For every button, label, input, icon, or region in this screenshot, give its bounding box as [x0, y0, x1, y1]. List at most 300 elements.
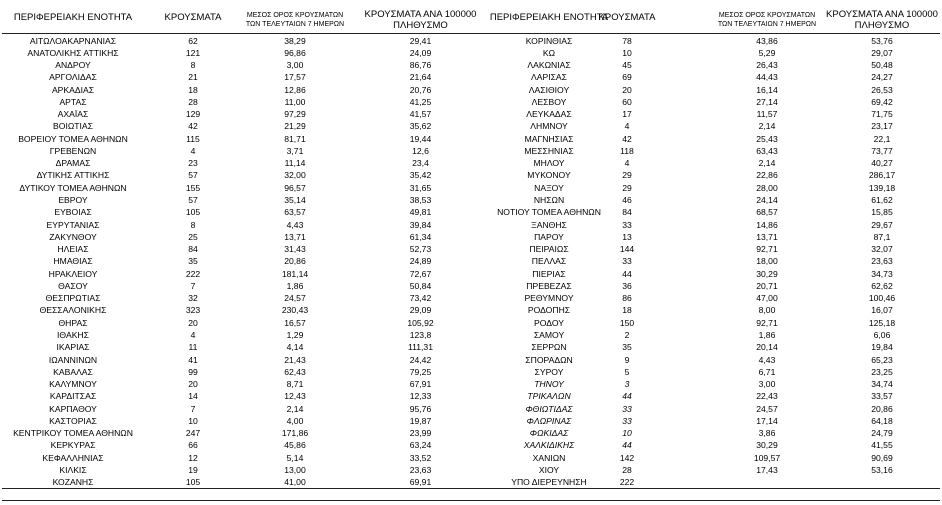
- left-region-cell: ΗΡΑΚΛΕΙΟΥ: [48, 268, 98, 279]
- table-row: [0, 145, 942, 158]
- left-region-cell: ΚΕΦΑΛΛΗΝΙΑΣ: [42, 452, 104, 463]
- left-avg7-cell: 41,00: [284, 477, 306, 488]
- left-region-cell: ΔΥΤΙΚΟΥ ΤΟΜΕΑ ΑΘΗΝΩΝ: [19, 182, 127, 193]
- left-avg7-cell: 181,14: [281, 268, 309, 279]
- left-avg7-cell: 96,86: [284, 47, 306, 58]
- left-region-cell: ΔΥΤΙΚΗΣ ΑΤΤΙΚΗΣ: [36, 170, 110, 181]
- right-avg7-cell: 44,43: [756, 72, 778, 83]
- left-cases-cell: 4: [190, 329, 196, 340]
- right-avg7-cell: 63,43: [756, 145, 778, 156]
- left-region-cell: ΚΕΝΤΡΙΚΟΥ ΤΟΜΕΑ ΑΘΗΝΩΝ: [13, 428, 133, 439]
- table-row: [0, 476, 942, 489]
- left-cases-cell: 247: [185, 428, 201, 439]
- right-per100k-cell: 22,1: [873, 133, 891, 144]
- left-avg7-cell: 17,57: [284, 72, 306, 83]
- left-region-cell: ΚΙΛΚΙΣ: [59, 464, 87, 475]
- right-cases-cell: 5: [624, 366, 630, 377]
- left-per100k-cell: 52,73: [409, 244, 432, 255]
- left-cases-cell: 28: [188, 96, 198, 107]
- left-cases-cell: 32: [188, 293, 198, 304]
- right-cases-cell: 84: [622, 207, 632, 218]
- left-per100k-cell: 73,42: [409, 293, 432, 304]
- left-per100k-cell: 31,65: [409, 182, 432, 193]
- table-row: [0, 59, 942, 72]
- left-avg7-cell: 21,29: [284, 121, 306, 132]
- left-cases-cell: 14: [188, 391, 198, 402]
- header-cases-left: ΚΡΟΥΣΜΑΤΑ: [164, 12, 222, 23]
- right-region-cell: ΠΑΡΟΥ: [534, 231, 564, 242]
- left-region-cell: ΚΑΒΑΛΑΣ: [53, 366, 93, 377]
- left-cases-cell: 57: [188, 170, 198, 181]
- left-cases-cell: 18: [188, 84, 198, 95]
- right-avg7-cell: 14,86: [756, 219, 778, 230]
- left-avg7-cell: 1,29: [286, 329, 304, 340]
- left-per100k-cell: 12,33: [409, 391, 432, 402]
- left-region-cell: ΚΑΡΠΑΘΟΥ: [49, 403, 97, 414]
- right-per100k-cell: 90,69: [871, 452, 893, 463]
- right-cases-cell: 10: [622, 428, 632, 439]
- right-per100k-cell: 53,76: [871, 35, 893, 46]
- right-region-cell: ΜΕΣΣΗΝΙΑΣ: [524, 145, 574, 156]
- left-per100k-cell: 41,57: [409, 109, 432, 120]
- right-region-cell: ΛΑΣΙΘΙΟΥ: [528, 84, 570, 95]
- right-per100k-cell: 50,48: [871, 60, 893, 71]
- right-region-cell: ΣΑΜΟΥ: [533, 329, 565, 340]
- table-row: [0, 35, 942, 48]
- right-avg7-cell: 18,00: [756, 256, 778, 267]
- right-avg7-cell: 20,71: [756, 280, 778, 291]
- right-region-cell: ΛΕΥΚΑΔΑΣ: [526, 109, 572, 120]
- right-cases-cell: 144: [619, 244, 635, 255]
- left-cases-cell: 41: [188, 354, 198, 365]
- right-per100k-cell: 41,55: [871, 440, 893, 451]
- left-region-cell: ΗΛΕΙΑΣ: [57, 244, 89, 255]
- left-cases-cell: 19: [188, 464, 198, 475]
- right-cases-cell: 35: [622, 342, 632, 353]
- left-region-cell: ΗΜΑΘΙΑΣ: [53, 256, 93, 267]
- right-avg7-cell: 6,71: [758, 366, 776, 377]
- table-row: [0, 47, 942, 60]
- left-region-cell: ΚΑΣΤΟΡΙΑΣ: [49, 415, 97, 426]
- right-region-cell: ΦΩΚΙΔΑΣ: [529, 428, 569, 439]
- left-cases-cell: 115: [186, 133, 200, 144]
- right-cases-cell: 78: [622, 35, 632, 46]
- left-per100k-cell: 24,42: [409, 354, 432, 365]
- left-region-cell: ΒΟΡΕΙΟΥ ΤΟΜΕΑ ΑΘΗΝΩΝ: [18, 133, 128, 144]
- header-avg-line1: ΜΕΣΟΣ ΟΡΟΣ ΚΡΟΥΣΜΑΤΩΝ: [246, 12, 344, 19]
- left-avg7-cell: 4,14: [286, 342, 304, 353]
- left-per100k-cell: 69,91: [409, 477, 432, 488]
- header-per100k-line1: ΚΡΟΥΣΜΑΤΑ ΑΝΑ 100000: [826, 9, 938, 20]
- right-cases-cell: 18: [622, 305, 632, 316]
- right-per100k-cell: 26,53: [871, 84, 893, 95]
- right-region-cell: ΡΟΔΟΥ: [534, 317, 564, 328]
- table-row: [0, 390, 942, 403]
- left-cases-cell: 7: [190, 280, 196, 291]
- right-region-cell: ΠΙΕΡΙΑΣ: [532, 268, 566, 279]
- left-region-cell: ΖΑΚΥΝΘΟΥ: [49, 231, 97, 242]
- left-avg7-cell: 4,43: [286, 219, 304, 230]
- left-per100k-cell: 24,89: [409, 256, 432, 267]
- right-cases-cell: 33: [622, 415, 632, 426]
- left-cases-cell: 12: [188, 452, 198, 463]
- header-cases-right: ΚΡΟΥΣΜΑΤΑ: [598, 12, 656, 23]
- left-region-cell: ΘΕΣΣΑΛΟΝΙΚΗΣ: [39, 305, 107, 316]
- right-cases-cell: 45: [622, 60, 632, 71]
- left-cases-cell: 8: [190, 219, 196, 230]
- right-avg7-cell: 11,57: [756, 109, 778, 120]
- left-avg7-cell: 13,00: [284, 464, 306, 475]
- left-cases-cell: 129: [185, 109, 201, 120]
- table-row: [0, 243, 942, 256]
- table-row: [0, 255, 942, 268]
- table-row: [0, 108, 942, 121]
- right-cases-cell: 44: [622, 268, 632, 279]
- left-cases-cell: 84: [188, 244, 198, 255]
- right-avg7-cell: 30,29: [756, 440, 778, 451]
- right-per100k-cell: 24,27: [871, 72, 893, 83]
- table-row: [0, 329, 942, 342]
- left-per100k-cell: 23,63: [409, 464, 432, 475]
- right-region-cell: ΛΕΣΒΟΥ: [531, 96, 567, 107]
- left-per100k-cell: 67,91: [409, 379, 432, 390]
- left-region-cell: ΑΡΓΟΛΙΔΑΣ: [49, 72, 97, 83]
- left-region-cell: ΙΚΑΡΙΑΣ: [56, 342, 90, 353]
- left-avg7-cell: 12,43: [284, 391, 306, 402]
- left-cases-cell: 35: [188, 256, 198, 267]
- right-avg7-cell: 17,14: [756, 415, 778, 426]
- table-row: [0, 415, 942, 428]
- left-region-cell: ΚΑΛΥΜΝΟΥ: [49, 379, 97, 390]
- right-avg7-cell: 27,14: [756, 96, 778, 107]
- right-per100k-cell: 23,63: [871, 256, 893, 267]
- left-avg7-cell: 4,00: [286, 415, 304, 426]
- right-cases-cell: 17: [622, 109, 632, 120]
- left-per100k-cell: 61,34: [409, 231, 432, 242]
- right-region-cell: ΧΑΛΚΙΔΙΚΗΣ: [523, 440, 575, 451]
- left-cases-cell: 62: [188, 35, 198, 46]
- header-avg-left: [240, 12, 350, 29]
- table-row: [0, 464, 942, 477]
- left-avg7-cell: 24,57: [284, 293, 306, 304]
- table-row: [0, 268, 942, 281]
- right-cases-cell: 33: [622, 219, 632, 230]
- left-per100k-cell: 23,99: [409, 428, 432, 439]
- right-region-cell: ΡΕΘΥΜΝΟΥ: [524, 293, 574, 304]
- left-per100k-cell: 19,44: [409, 133, 432, 144]
- right-avg7-cell: 5,29: [758, 47, 776, 58]
- right-cases-cell: 36: [622, 280, 632, 291]
- right-avg7-cell: 3,00: [758, 379, 776, 390]
- left-avg7-cell: 8,71: [286, 379, 304, 390]
- right-region-cell: ΣΠΟΡΑΔΩΝ: [525, 354, 573, 365]
- right-region-cell: ΣΕΡΡΩΝ: [531, 342, 567, 353]
- table-row: [0, 133, 942, 146]
- left-cases-cell: 155: [185, 182, 201, 193]
- right-avg7-cell: 4,43: [758, 354, 776, 365]
- right-cases-cell: 3: [624, 379, 630, 390]
- left-region-cell: ΚΟΖΑΝΗΣ: [52, 477, 94, 488]
- left-avg7-cell: 1,86: [286, 280, 304, 291]
- right-per100k-cell: 34,73: [871, 268, 893, 279]
- right-per100k-cell: 15,85: [871, 207, 893, 218]
- right-cases-cell: 46: [622, 195, 632, 205]
- right-avg7-cell: 109,57: [753, 452, 781, 463]
- right-avg7-cell: 68,57: [756, 207, 778, 218]
- right-per100k-cell: 32,07: [871, 244, 893, 255]
- right-per100k-cell: 6,06: [873, 329, 891, 340]
- left-per100k-cell: 39,84: [409, 219, 432, 230]
- table-row: [0, 182, 942, 195]
- right-region-cell: ΠΡΕΒΕΖΑΣ: [526, 280, 572, 291]
- right-avg7-cell: 43,86: [756, 35, 778, 46]
- table-row: [0, 317, 942, 330]
- left-per100k-cell: 19,87: [409, 415, 432, 426]
- right-cases-cell: 142: [619, 452, 635, 463]
- left-per100k-cell: 49,81: [409, 207, 432, 218]
- right-per100k-cell: 24,79: [871, 428, 893, 439]
- right-region-cell: ΝΑΞΟΥ: [534, 182, 564, 193]
- left-region-cell: ΑΝΔΡΟΥ: [55, 60, 91, 71]
- table-row: [0, 304, 942, 317]
- right-per100k-cell: [822, 476, 942, 489]
- header-per100k-line2: ΠΛΗΘΥΣΜΟ: [393, 19, 448, 31]
- right-region-cell: ΜΥΚΟΝΟΥ: [527, 170, 571, 181]
- right-region-cell: ΤΡΙΚΑΛΩΝ: [527, 391, 571, 402]
- left-per100k-cell: 20,76: [409, 84, 432, 95]
- table-row: [0, 84, 942, 97]
- left-per100k-cell: 38,53: [409, 195, 432, 205]
- right-region-cell: ΠΕΛΛΑΣ: [531, 256, 567, 267]
- left-cases-cell: 8: [190, 60, 196, 71]
- right-avg7-cell: 24,14: [756, 195, 778, 205]
- table-row: [0, 354, 942, 367]
- left-cases-cell: 222: [185, 268, 201, 279]
- right-region-cell: ΚΩ: [542, 47, 556, 58]
- table-row: [0, 292, 942, 305]
- table-row: [0, 120, 942, 133]
- right-avg7-cell: [712, 476, 822, 489]
- right-per100k-cell: 139,18: [868, 182, 896, 193]
- left-per100k-cell: 50,84: [409, 280, 432, 291]
- left-cases-cell: 323: [185, 305, 201, 316]
- right-avg7-cell: 28,00: [756, 182, 778, 193]
- left-region-cell: ΕΥΒΟΙΑΣ: [54, 207, 92, 218]
- left-per100k-cell: 24,09: [409, 47, 432, 58]
- right-per100k-cell: 71,75: [871, 109, 893, 120]
- left-cases-cell: 20: [188, 379, 198, 390]
- right-per100k-cell: 65,23: [871, 354, 893, 365]
- left-avg7-cell: 171,86: [281, 428, 309, 439]
- left-cases-cell: 57: [188, 195, 198, 205]
- left-avg7-cell: 96,57: [284, 182, 306, 193]
- right-per100k-cell: 29,67: [871, 219, 893, 230]
- right-cases-cell: 33: [622, 256, 632, 267]
- table-row: [0, 427, 942, 440]
- left-cases-cell: 23: [188, 158, 198, 169]
- left-per100k-cell: 21,64: [409, 72, 432, 83]
- left-per100k-cell: 33,52: [409, 452, 432, 463]
- right-region-cell: ΤΗΝΟΥ: [534, 379, 564, 390]
- left-cases-cell: 42: [188, 121, 198, 132]
- right-per100k-cell: 34,74: [871, 379, 893, 390]
- right-region-cell: ΦΘΙΩΤΙΔΑΣ: [525, 403, 573, 414]
- right-per100k-cell: 62,62: [871, 280, 893, 291]
- left-per100k-cell: 105,92: [407, 317, 434, 328]
- left-cases-cell: 105: [185, 207, 201, 218]
- right-per100k-cell: 87,1: [873, 231, 891, 242]
- table-row: [0, 206, 942, 219]
- right-per100k-cell: 53,16: [871, 464, 893, 475]
- left-avg7-cell: 12,86: [284, 84, 306, 95]
- left-cases-cell: 10: [188, 415, 198, 426]
- right-region-cell: ΚΟΡΙΝΘΙΑΣ: [525, 35, 573, 46]
- right-per100k-cell: 286,17: [868, 170, 896, 181]
- right-cases-cell: 13: [622, 231, 632, 242]
- table-row: [0, 194, 942, 207]
- left-avg7-cell: 45,86: [284, 440, 306, 451]
- right-region-cell: ΠΕΙΡΑΙΩΣ: [529, 244, 569, 255]
- right-avg7-cell: 22,86: [756, 170, 778, 181]
- right-per100k-cell: 29,07: [871, 47, 893, 58]
- table-row: [0, 71, 942, 84]
- left-per100k-cell: 29,09: [409, 305, 432, 316]
- left-per100k-cell: 95,76: [409, 403, 432, 414]
- left-avg7-cell: 21,43: [284, 354, 306, 365]
- right-avg7-cell: 2,14: [758, 158, 776, 169]
- right-cases-cell: 28: [622, 464, 632, 475]
- right-region-cell: ΧΙΟΥ: [538, 464, 560, 475]
- right-cases-cell: 10: [622, 47, 632, 58]
- left-per100k-cell: 111,31: [407, 342, 433, 353]
- left-avg7-cell: 11,00: [284, 96, 306, 107]
- right-per100k-cell: 69,42: [871, 96, 893, 107]
- table-row: [0, 169, 942, 182]
- right-cases-cell: 44: [622, 440, 632, 451]
- left-avg7-cell: 31,43: [284, 244, 306, 255]
- left-cases-cell: 25: [188, 231, 198, 242]
- left-avg7-cell: 230,43: [281, 305, 309, 316]
- header-per100k-line2: ΠΛΗΘΥΣΜΟ: [854, 19, 910, 31]
- right-avg7-cell: 47,00: [756, 293, 778, 304]
- right-cases-cell: 20: [622, 84, 632, 95]
- header-per100k-line1: ΚΡΟΥΣΜΑΤΑ ΑΝΑ 100000: [364, 9, 477, 20]
- right-region-cell: ΝΟΤΙΟΥ ΤΟΜΕΑ ΑΘΗΝΩΝ: [497, 207, 601, 218]
- right-per100k-cell: 40,27: [871, 158, 893, 169]
- right-avg7-cell: 13,71: [756, 231, 778, 242]
- right-per100k-cell: 20,86: [871, 403, 893, 414]
- header-avg-right: [712, 12, 822, 29]
- left-avg7-cell: 38,29: [284, 35, 306, 46]
- right-cases-cell: 69: [622, 72, 632, 83]
- left-cases-cell: 66: [188, 440, 198, 451]
- left-region-cell: ΓΡΕΒΕΝΩΝ: [49, 145, 97, 156]
- right-cases-cell: 150: [619, 317, 635, 328]
- right-avg7-cell: 2,14: [758, 121, 776, 132]
- left-cases-cell: 20: [188, 317, 198, 328]
- left-avg7-cell: 11,14: [284, 158, 306, 169]
- left-cases-cell: 4: [190, 145, 196, 156]
- right-cases-cell: 60: [622, 96, 632, 107]
- right-avg7-cell: 1,86: [758, 329, 776, 340]
- right-cases-cell: 2: [624, 329, 630, 340]
- left-avg7-cell: 13,71: [284, 231, 306, 242]
- left-region-cell: ΚΑΡΔΙΤΣΑΣ: [49, 391, 97, 402]
- right-per100k-cell: 64,18: [871, 415, 893, 426]
- left-avg7-cell: 63,57: [284, 207, 306, 218]
- right-cases-cell: 29: [622, 182, 632, 193]
- left-cases-cell: 121: [185, 47, 201, 58]
- left-region-cell: ΑΧΑΪΑΣ: [57, 109, 89, 120]
- left-per100k-cell: 79,25: [409, 366, 432, 377]
- left-region-cell: ΕΥΡΥΤΑΝΙΑΣ: [46, 219, 100, 230]
- left-region-cell: ΙΘΑΚΗΣ: [57, 329, 89, 340]
- right-per100k-cell: 125,18: [868, 317, 896, 328]
- right-per100k-cell: 61,62: [871, 195, 893, 205]
- header-avg-line2: ΤΩΝ ΤΕΛΕΥΤΑΙΩΝ 7 ΗΜΕΡΩΝ: [717, 20, 817, 28]
- right-avg7-cell: 17,43: [756, 464, 778, 475]
- right-per100k-cell: 16,07: [871, 305, 893, 316]
- right-avg7-cell: 8,00: [758, 305, 776, 316]
- left-cases-cell: 21: [188, 72, 198, 83]
- right-avg7-cell: 16,14: [756, 84, 778, 95]
- header-avg-line2: ΤΩΝ ΤΕΛΕΥΤΑΙΩΝ 7 ΗΜΕΡΩΝ: [245, 20, 345, 28]
- left-per100k-cell: 41,25: [409, 96, 432, 107]
- left-region-cell: ΔΡΑΜΑΣ: [55, 158, 91, 169]
- right-avg7-cell: 3,86: [758, 428, 776, 439]
- right-region-cell: ΝΗΣΩΝ: [533, 195, 565, 205]
- right-region-cell: ΜΗΛΟΥ: [533, 158, 565, 169]
- left-region-cell: ΘΗΡΑΣ: [58, 317, 88, 328]
- right-region-cell: ΦΛΩΡΙΝΑΣ: [526, 415, 572, 426]
- table-row: [0, 219, 942, 232]
- header-per100k-left: [363, 10, 478, 31]
- right-cases-cell: 29: [622, 170, 632, 181]
- header-region-left: ΠΕΡΙΦΕΡΕΙΑΚΗ ΕΝΟΤΗΤΑ: [13, 12, 133, 23]
- left-per100k-cell: 35,62: [409, 121, 432, 132]
- left-region-cell: ΑΡΤΑΣ: [59, 96, 87, 107]
- left-region-cell: ΒΟΙΩΤΙΑΣ: [53, 121, 93, 132]
- right-region-cell: ΞΑΝΘΗΣ: [531, 219, 567, 230]
- table-row: [0, 96, 942, 109]
- right-per100k-cell: 19,84: [871, 342, 893, 353]
- right-cases-cell: 44: [622, 391, 632, 402]
- right-per100k-cell: 100,46: [868, 293, 896, 304]
- right-cases-cell: 86: [622, 293, 632, 304]
- left-cases-cell: 105: [185, 477, 201, 488]
- right-avg7-cell: 25,43: [756, 133, 778, 144]
- header-per100k-right: [822, 10, 942, 31]
- header-avg-line1: ΜΕΣΟΣ ΟΡΟΣ ΚΡΟΥΣΜΑΤΩΝ: [718, 12, 816, 19]
- left-cases-cell: 11: [188, 342, 198, 353]
- right-per100k-cell: 73,77: [871, 145, 893, 156]
- left-region-cell: ΑΙΤΩΛΟΑΚΑΡΝΑΝΙΑΣ: [29, 35, 117, 46]
- left-region-cell: ΘΑΣΟΥ: [58, 280, 88, 291]
- left-avg7-cell: 97,29: [284, 109, 306, 120]
- left-avg7-cell: 3,00: [286, 60, 304, 71]
- right-region-cell: ΣΥΡΟΥ: [534, 366, 564, 377]
- table-row: [0, 439, 942, 452]
- left-region-cell: ΚΕΡΚΥΡΑΣ: [50, 440, 96, 451]
- left-avg7-cell: 2,14: [286, 403, 304, 414]
- right-cases-cell: 9: [624, 354, 630, 365]
- left-per100k-cell: 86,76: [409, 60, 432, 71]
- right-avg7-cell: 20,14: [756, 342, 778, 353]
- right-cases-cell: 222: [619, 477, 635, 488]
- table-row: [0, 280, 942, 293]
- left-cases-cell: 99: [188, 366, 198, 377]
- right-avg7-cell: 24,57: [756, 403, 778, 414]
